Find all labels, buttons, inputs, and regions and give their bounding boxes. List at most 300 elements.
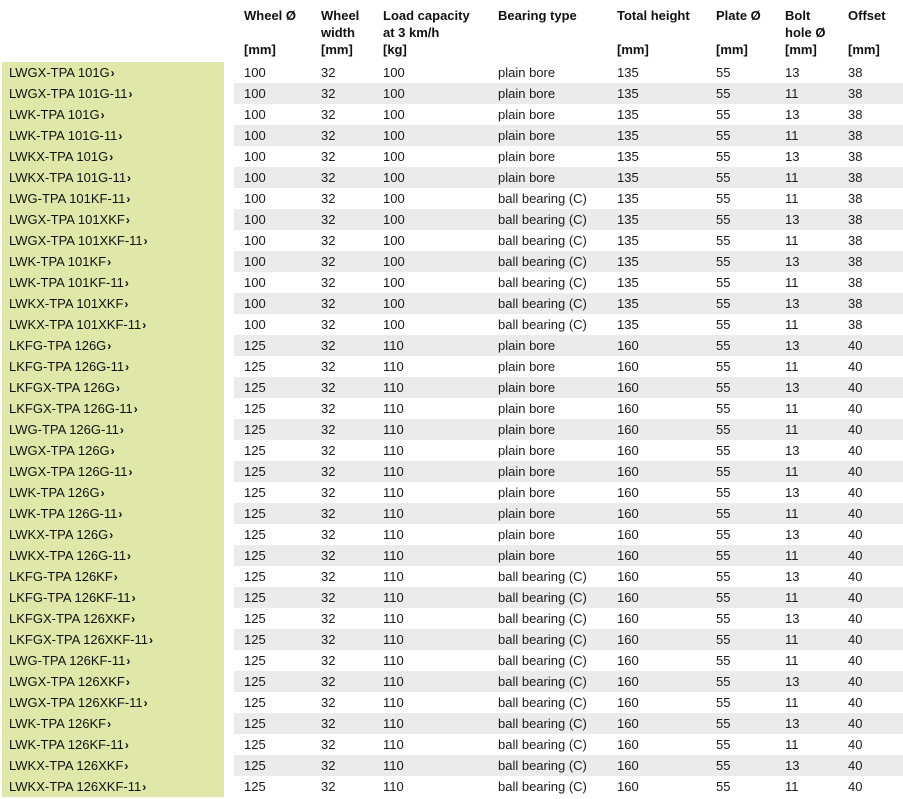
wheel-diameter-cell: 100 — [244, 191, 266, 206]
product-link[interactable] — [2, 335, 224, 356]
wheel-diameter-cell: 125 — [244, 506, 266, 521]
product-link[interactable] — [2, 83, 224, 104]
total-height-cell: 160 — [617, 464, 639, 479]
plate-diameter-cell: 55 — [716, 359, 731, 374]
load-capacity-cell: 110 — [383, 359, 404, 374]
plate-diameter-cell: 55 — [716, 758, 731, 773]
header-offset: Offset [mm] — [848, 8, 886, 57]
chevron-right-icon: › — [142, 318, 147, 332]
plate-diameter-cell: 55 — [716, 590, 731, 605]
product-link-label: LWGX-TPA 101XKF — [9, 212, 125, 227]
bearing-type-cell: plain bore — [498, 65, 556, 80]
bearing-type-cell: plain bore — [498, 401, 556, 416]
table-row — [0, 272, 903, 293]
plate-diameter-cell: 55 — [716, 485, 731, 500]
bolt-hole-cell: 11 — [785, 275, 799, 290]
bearing-type-cell: ball bearing (C) — [498, 695, 587, 710]
table-row — [0, 146, 903, 167]
product-link[interactable] — [2, 713, 224, 734]
wheel-width-cell: 32 — [321, 359, 336, 374]
bearing-type-cell: plain bore — [498, 506, 556, 521]
wheel-width-cell: 32 — [321, 674, 336, 689]
chevron-right-icon: › — [143, 234, 148, 248]
wheel-diameter-cell: 125 — [244, 443, 266, 458]
offset-cell: 38 — [848, 296, 863, 311]
product-link-label: LWGX-TPA 126XKF — [9, 674, 125, 689]
load-capacity-cell: 100 — [383, 212, 405, 227]
product-link-label: LWK-TPA 126G — [9, 485, 100, 500]
chevron-right-icon: › — [124, 738, 129, 752]
bolt-hole-cell: 11 — [785, 170, 799, 185]
chevron-right-icon: › — [133, 402, 138, 416]
wheel-width-cell: 32 — [321, 464, 336, 479]
wheel-diameter-cell: 125 — [244, 590, 266, 605]
bolt-hole-cell: 11 — [785, 317, 799, 332]
plate-diameter-cell: 55 — [716, 422, 731, 437]
wheel-width-cell: 32 — [321, 296, 336, 311]
bolt-hole-cell: 11 — [785, 422, 799, 437]
wheel-width-cell: 32 — [321, 401, 336, 416]
plate-diameter-cell: 55 — [716, 737, 731, 752]
total-height-cell: 160 — [617, 443, 639, 458]
wheel-diameter-cell: 100 — [244, 128, 266, 143]
wheel-diameter-cell: 125 — [244, 716, 266, 731]
chevron-right-icon: › — [124, 297, 129, 311]
wheel-diameter-cell: 100 — [244, 212, 266, 227]
chevron-right-icon: › — [125, 213, 130, 227]
bearing-type-cell: plain bore — [498, 527, 556, 542]
bolt-hole-cell: 11 — [785, 590, 799, 605]
plate-diameter-cell: 55 — [716, 464, 731, 479]
bolt-hole-cell: 13 — [785, 296, 800, 311]
table-row — [0, 62, 903, 83]
total-height-cell: 135 — [617, 254, 639, 269]
wheel-width-cell: 32 — [321, 422, 336, 437]
table-row — [0, 692, 903, 713]
product-link-label: LWGX-TPA 126G-11 — [9, 464, 128, 479]
chevron-right-icon: › — [118, 507, 123, 521]
wheel-diameter-cell: 125 — [244, 548, 266, 563]
table-row — [0, 356, 903, 377]
product-link[interactable] — [2, 755, 224, 776]
table-row — [0, 251, 903, 272]
product-link[interactable] — [2, 692, 224, 713]
bearing-type-cell: plain bore — [498, 338, 556, 353]
bolt-hole-cell: 13 — [785, 569, 800, 584]
bolt-hole-cell: 13 — [785, 212, 800, 227]
plate-diameter-cell: 55 — [716, 611, 731, 626]
chevron-right-icon: › — [124, 276, 129, 290]
load-capacity-cell: 100 — [383, 275, 405, 290]
total-height-cell: 135 — [617, 128, 639, 143]
table-row — [0, 440, 903, 461]
chevron-right-icon: › — [110, 66, 115, 80]
product-link[interactable] — [2, 293, 224, 314]
wheel-diameter-cell: 125 — [244, 401, 266, 416]
total-height-cell: 135 — [617, 317, 639, 332]
product-link[interactable] — [2, 209, 224, 230]
chevron-right-icon: › — [142, 780, 147, 794]
plate-diameter-cell: 55 — [716, 254, 731, 269]
chevron-right-icon: › — [128, 87, 133, 101]
product-link[interactable] — [2, 125, 224, 146]
product-link-label: LWK-TPA 126KF — [9, 716, 107, 731]
plate-diameter-cell: 55 — [716, 401, 731, 416]
product-link-label: LKFG-TPA 126G-11 — [9, 359, 125, 374]
load-capacity-cell: 110 — [383, 380, 404, 395]
plate-diameter-cell: 55 — [716, 569, 731, 584]
chevron-right-icon: › — [127, 549, 132, 563]
offset-cell: 38 — [848, 128, 863, 143]
product-link[interactable] — [2, 650, 224, 671]
header-bearing-type: Bearing type — [498, 8, 577, 23]
product-link[interactable] — [2, 62, 224, 83]
load-capacity-cell: 110 — [383, 716, 404, 731]
header-total-height: Total height [mm] — [617, 8, 690, 57]
product-link[interactable] — [2, 188, 224, 209]
product-link-label: LWKX-TPA 101XKF — [9, 296, 124, 311]
plate-diameter-cell: 55 — [716, 170, 731, 185]
product-link-label: LKFGX-TPA 126XKF-11 — [9, 632, 148, 647]
wheel-diameter-cell: 125 — [244, 380, 266, 395]
product-link[interactable] — [2, 419, 224, 440]
chevron-right-icon: › — [124, 759, 129, 773]
wheel-width-cell: 32 — [321, 758, 336, 773]
wheel-diameter-cell: 100 — [244, 107, 266, 122]
wheel-diameter-cell: 125 — [244, 464, 266, 479]
product-link[interactable] — [2, 356, 224, 377]
product-link[interactable] — [2, 398, 224, 419]
load-capacity-cell: 110 — [383, 548, 404, 563]
total-height-cell: 160 — [617, 611, 639, 626]
bearing-type-cell: ball bearing (C) — [498, 632, 587, 647]
wheel-width-cell: 32 — [321, 632, 336, 647]
chevron-right-icon: › — [119, 423, 124, 437]
product-link-label: LWKX-TPA 126G-11 — [9, 548, 127, 563]
wheel-width-cell: 32 — [321, 233, 336, 248]
table-row — [0, 83, 903, 104]
product-link-label: LWK-TPA 126KF-11 — [9, 737, 124, 752]
wheel-width-cell: 32 — [321, 86, 336, 101]
wheel-width-cell: 32 — [321, 716, 336, 731]
wheel-diameter-cell: 125 — [244, 632, 266, 647]
chevron-right-icon: › — [113, 570, 118, 584]
product-link-label: LWK-TPA 126G-11 — [9, 506, 118, 521]
chevron-right-icon: › — [115, 381, 120, 395]
wheel-diameter-cell: 100 — [244, 86, 266, 101]
bolt-hole-cell: 11 — [785, 464, 799, 479]
offset-cell: 40 — [848, 338, 863, 353]
total-height-cell: 160 — [617, 548, 639, 563]
offset-cell: 38 — [848, 107, 863, 122]
total-height-cell: 160 — [617, 653, 639, 668]
bearing-type-cell: plain bore — [498, 548, 556, 563]
offset-cell: 38 — [848, 86, 863, 101]
bolt-hole-cell: 11 — [785, 233, 799, 248]
table-row — [0, 671, 903, 692]
plate-diameter-cell: 55 — [716, 632, 731, 647]
product-link-label: LWGX-TPA 101G — [9, 65, 110, 80]
table-row — [0, 482, 903, 503]
offset-cell: 40 — [848, 674, 863, 689]
bearing-type-cell: plain bore — [498, 170, 556, 185]
product-link-label: LWGX-TPA 126G — [9, 443, 110, 458]
product-link[interactable] — [2, 482, 224, 503]
plate-diameter-cell: 55 — [716, 212, 731, 227]
load-capacity-cell: 110 — [383, 590, 404, 605]
bearing-type-cell: ball bearing (C) — [498, 779, 587, 794]
product-link-label: LWK-TPA 101KF — [9, 254, 107, 269]
product-link[interactable] — [2, 734, 224, 755]
product-link-label: LWG-TPA 101KF-11 — [9, 191, 126, 206]
product-link-label: LWKX-TPA 101XKF-11 — [9, 317, 142, 332]
wheel-width-cell: 32 — [321, 590, 336, 605]
table-row — [0, 188, 903, 209]
wheel-diameter-cell: 125 — [244, 737, 266, 752]
load-capacity-cell: 110 — [383, 401, 404, 416]
total-height-cell: 160 — [617, 695, 639, 710]
plate-diameter-cell: 55 — [716, 128, 731, 143]
total-height-cell: 160 — [617, 590, 639, 605]
wheel-diameter-cell: 125 — [244, 674, 266, 689]
chevron-right-icon: › — [128, 465, 133, 479]
load-capacity-cell: 110 — [383, 653, 404, 668]
offset-cell: 38 — [848, 275, 863, 290]
header-wheel-diameter: Wheel Ø [mm] — [244, 8, 297, 57]
product-link[interactable] — [2, 629, 224, 650]
table-row — [0, 377, 903, 398]
total-height-cell: 135 — [617, 233, 639, 248]
bearing-type-cell: ball bearing (C) — [498, 611, 587, 626]
chevron-right-icon: › — [109, 528, 114, 542]
offset-cell: 40 — [848, 653, 863, 668]
plate-diameter-cell: 55 — [716, 275, 731, 290]
product-link[interactable] — [2, 167, 224, 188]
offset-cell: 38 — [848, 233, 863, 248]
chevron-right-icon: › — [109, 150, 114, 164]
product-link[interactable] — [2, 524, 224, 545]
table-body — [0, 62, 903, 797]
product-link[interactable] — [2, 461, 224, 482]
wheel-width-cell: 32 — [321, 695, 336, 710]
bolt-hole-cell: 13 — [785, 527, 800, 542]
product-link[interactable] — [2, 608, 224, 629]
product-link[interactable] — [2, 377, 224, 398]
wheel-width-cell: 32 — [321, 107, 336, 122]
wheel-width-cell: 32 — [321, 506, 336, 521]
wheel-width-cell: 32 — [321, 212, 336, 227]
table-row — [0, 104, 903, 125]
load-capacity-cell: 110 — [383, 464, 404, 479]
plate-diameter-cell: 55 — [716, 443, 731, 458]
product-link-label: LWKX-TPA 101G-11 — [9, 170, 127, 185]
total-height-cell: 135 — [617, 65, 639, 80]
product-link[interactable] — [2, 440, 224, 461]
wheel-width-cell: 32 — [321, 485, 336, 500]
bearing-type-cell: ball bearing (C) — [498, 296, 587, 311]
total-height-cell: 160 — [617, 674, 639, 689]
total-height-cell: 160 — [617, 380, 639, 395]
plate-diameter-cell: 55 — [716, 149, 731, 164]
chevron-right-icon: › — [143, 696, 148, 710]
offset-cell: 40 — [848, 464, 863, 479]
bearing-type-cell: plain bore — [498, 464, 556, 479]
offset-cell: 38 — [848, 170, 863, 185]
wheel-width-cell: 32 — [321, 149, 336, 164]
total-height-cell: 160 — [617, 632, 639, 647]
bolt-hole-cell: 13 — [785, 338, 800, 353]
wheel-width-cell: 32 — [321, 65, 336, 80]
bolt-hole-cell: 11 — [785, 737, 799, 752]
wheel-width-cell: 32 — [321, 443, 336, 458]
product-link[interactable] — [2, 272, 224, 293]
load-capacity-cell: 110 — [383, 758, 404, 773]
product-link[interactable] — [2, 671, 224, 692]
offset-cell: 40 — [848, 695, 863, 710]
offset-cell: 38 — [848, 212, 863, 227]
plate-diameter-cell: 55 — [716, 296, 731, 311]
total-height-cell: 160 — [617, 338, 639, 353]
bearing-type-cell: ball bearing (C) — [498, 590, 587, 605]
table-row — [0, 503, 903, 524]
bearing-type-cell: ball bearing (C) — [498, 191, 587, 206]
chevron-right-icon: › — [126, 654, 131, 668]
load-capacity-cell: 100 — [383, 191, 405, 206]
total-height-cell: 160 — [617, 506, 639, 521]
product-link-label: LWK-TPA 101G — [9, 107, 100, 122]
product-link[interactable] — [2, 587, 224, 608]
bearing-type-cell: ball bearing (C) — [498, 737, 587, 752]
wheel-diameter-cell: 125 — [244, 695, 266, 710]
product-link-label: LWGX-TPA 126XKF-11 — [9, 695, 143, 710]
wheel-diameter-cell: 125 — [244, 569, 266, 584]
table-row — [0, 776, 903, 797]
chevron-right-icon: › — [127, 171, 132, 185]
plate-diameter-cell: 55 — [716, 674, 731, 689]
product-link[interactable] — [2, 230, 224, 251]
plate-diameter-cell: 55 — [716, 779, 731, 794]
bearing-type-cell: plain bore — [498, 107, 556, 122]
plate-diameter-cell: 55 — [716, 716, 731, 731]
load-capacity-cell: 100 — [383, 107, 405, 122]
table-row — [0, 755, 903, 776]
product-link[interactable] — [2, 251, 224, 272]
wheel-width-cell: 32 — [321, 170, 336, 185]
load-capacity-cell: 110 — [383, 569, 404, 584]
wheel-width-cell: 32 — [321, 317, 336, 332]
offset-cell: 38 — [848, 65, 863, 80]
product-link-label: LKFGX-TPA 126G-11 — [9, 401, 133, 416]
offset-cell: 40 — [848, 380, 863, 395]
bearing-type-cell: ball bearing (C) — [498, 275, 587, 290]
total-height-cell: 160 — [617, 485, 639, 500]
offset-cell: 40 — [848, 506, 863, 521]
product-link[interactable] — [2, 146, 224, 167]
bolt-hole-cell: 11 — [785, 506, 799, 521]
product-link-label: LKFG-TPA 126G — [9, 338, 107, 353]
bearing-type-cell: ball bearing (C) — [498, 716, 587, 731]
wheel-width-cell: 32 — [321, 338, 336, 353]
bolt-hole-cell: 11 — [785, 128, 799, 143]
total-height-cell: 160 — [617, 422, 639, 437]
total-height-cell: 160 — [617, 737, 639, 752]
plate-diameter-cell: 55 — [716, 233, 731, 248]
bearing-type-cell: plain bore — [498, 149, 556, 164]
table-row — [0, 209, 903, 230]
offset-cell: 38 — [848, 254, 863, 269]
wheel-width-cell: 32 — [321, 737, 336, 752]
bolt-hole-cell: 11 — [785, 401, 799, 416]
plate-diameter-cell: 55 — [716, 86, 731, 101]
header-bolt-hole-diameter: Bolt hole Ø [mm] — [785, 8, 826, 57]
plate-diameter-cell: 55 — [716, 506, 731, 521]
load-capacity-cell: 110 — [383, 485, 404, 500]
load-capacity-cell: 100 — [383, 128, 405, 143]
plate-diameter-cell: 55 — [716, 653, 731, 668]
wheel-diameter-cell: 125 — [244, 611, 266, 626]
wheel-width-cell: 32 — [321, 611, 336, 626]
offset-cell: 40 — [848, 758, 863, 773]
wheel-diameter-cell: 100 — [244, 275, 266, 290]
table-row — [0, 335, 903, 356]
load-capacity-cell: 100 — [383, 296, 405, 311]
product-link-label: LWG-TPA 126G-11 — [9, 422, 119, 437]
table-row — [0, 587, 903, 608]
product-link[interactable] — [2, 545, 224, 566]
product-link-label: LWK-TPA 101KF-11 — [9, 275, 124, 290]
bolt-hole-cell: 13 — [785, 107, 800, 122]
offset-cell: 40 — [848, 527, 863, 542]
product-link-label: LKFG-TPA 126KF — [9, 569, 113, 584]
product-link-label: LWKX-TPA 126XKF — [9, 758, 124, 773]
product-link-label: LWKX-TPA 126XKF-11 — [9, 779, 142, 794]
offset-cell: 40 — [848, 737, 863, 752]
product-link[interactable] — [2, 776, 224, 797]
product-link[interactable] — [2, 566, 224, 587]
bearing-type-cell: ball bearing (C) — [498, 233, 587, 248]
wheel-diameter-cell: 125 — [244, 758, 266, 773]
wheel-diameter-cell: 125 — [244, 485, 266, 500]
load-capacity-cell: 110 — [383, 506, 404, 521]
wheel-width-cell: 32 — [321, 548, 336, 563]
wheel-width-cell: 32 — [321, 275, 336, 290]
offset-cell: 40 — [848, 569, 863, 584]
offset-cell: 40 — [848, 716, 863, 731]
offset-cell: 40 — [848, 632, 863, 647]
plate-diameter-cell: 55 — [716, 65, 731, 80]
total-height-cell: 135 — [617, 275, 639, 290]
bolt-hole-cell: 13 — [785, 65, 800, 80]
chevron-right-icon: › — [107, 339, 112, 353]
wheel-width-cell: 32 — [321, 128, 336, 143]
offset-cell: 38 — [848, 317, 863, 332]
offset-cell: 38 — [848, 149, 863, 164]
offset-cell: 40 — [848, 401, 863, 416]
chevron-right-icon: › — [148, 633, 153, 647]
bolt-hole-cell: 13 — [785, 443, 800, 458]
product-link[interactable] — [2, 503, 224, 524]
load-capacity-cell: 110 — [383, 737, 404, 752]
product-link[interactable] — [2, 314, 224, 335]
total-height-cell: 160 — [617, 401, 639, 416]
plate-diameter-cell: 55 — [716, 338, 731, 353]
bolt-hole-cell: 13 — [785, 674, 800, 689]
bolt-hole-cell: 11 — [785, 548, 799, 563]
offset-cell: 40 — [848, 779, 863, 794]
product-link[interactable] — [2, 104, 224, 125]
total-height-cell: 160 — [617, 569, 639, 584]
wheel-diameter-cell: 100 — [244, 65, 266, 80]
